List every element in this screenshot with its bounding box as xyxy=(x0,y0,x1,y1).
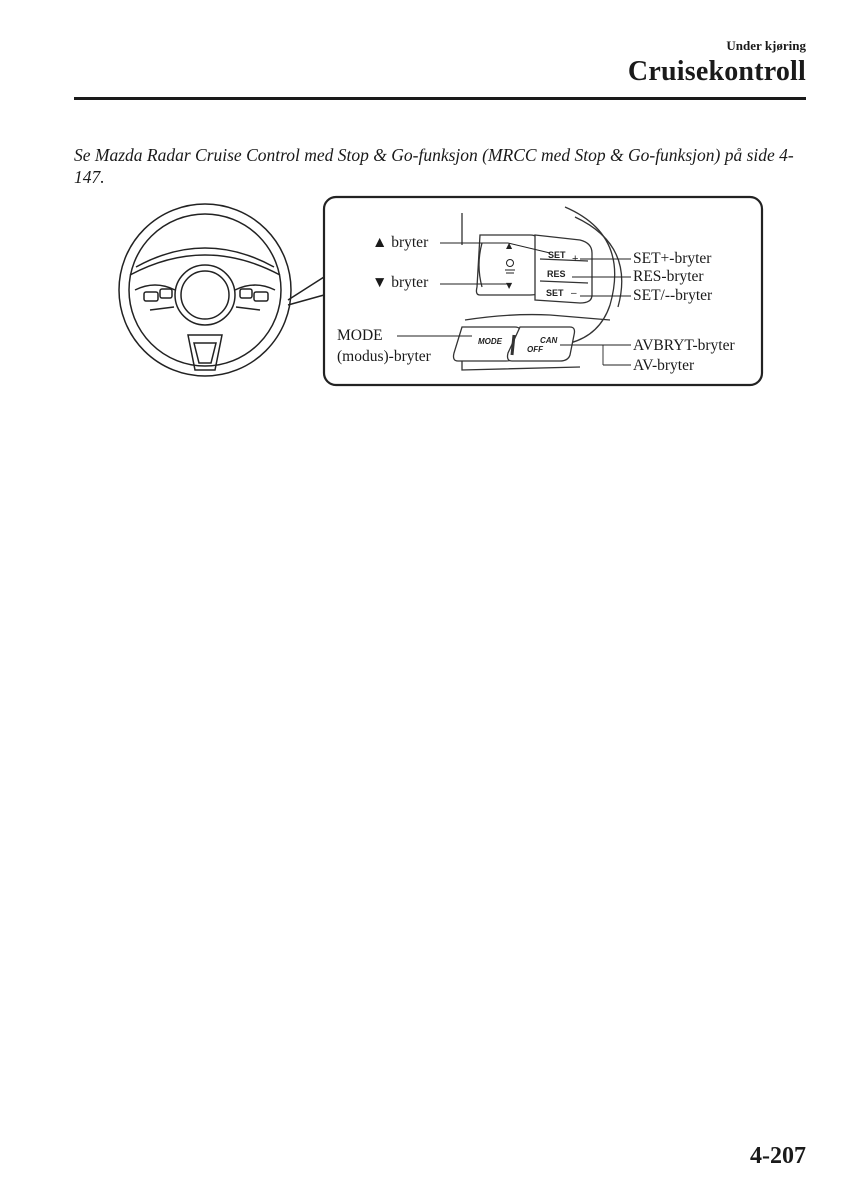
set-plus-label: SET+-bryter xyxy=(633,250,712,267)
set-bottom-button-text: SET xyxy=(546,288,564,298)
cancel-label: AVBRYT-bryter xyxy=(633,337,735,354)
down-switch-label: ▼ bryter xyxy=(372,274,429,291)
section-label: Under kjøring xyxy=(726,38,806,53)
mode-switch-label: (modus)-bryter xyxy=(337,348,431,365)
off-label: AV-bryter xyxy=(633,357,695,374)
up-arrow-glyph: ▲ xyxy=(506,241,513,250)
can-button-text: CAN xyxy=(540,336,558,345)
res-button-text: RES xyxy=(547,269,566,279)
res-label: RES-bryter xyxy=(633,268,704,285)
steering-wheel-figure xyxy=(110,195,770,395)
title-rule xyxy=(74,97,806,100)
off-button-text: OFF xyxy=(527,345,543,354)
set-minus-label: SET/--bryter xyxy=(633,287,713,304)
mode-label: MODE xyxy=(337,327,383,344)
up-switch-label: ▲ bryter xyxy=(372,234,429,251)
down-arrow-glyph: ▼ xyxy=(506,281,513,290)
intro-text: Se Mazda Radar Cruise Control med Stop & Go-funksjon (MRCC med Stop & Go-funksjon) på side 4-147. xyxy=(74,145,794,187)
callout-connector xyxy=(288,277,324,305)
plus-glyph: + xyxy=(572,253,579,265)
page-number: 4-207 xyxy=(750,1143,806,1169)
page-title: Cruisekontroll xyxy=(627,56,806,87)
minus-glyph: – xyxy=(571,288,577,299)
steering-wheel-icon xyxy=(119,204,291,376)
set-top-button-text: SET xyxy=(548,250,566,260)
mode-button-text: MODE xyxy=(478,337,502,346)
